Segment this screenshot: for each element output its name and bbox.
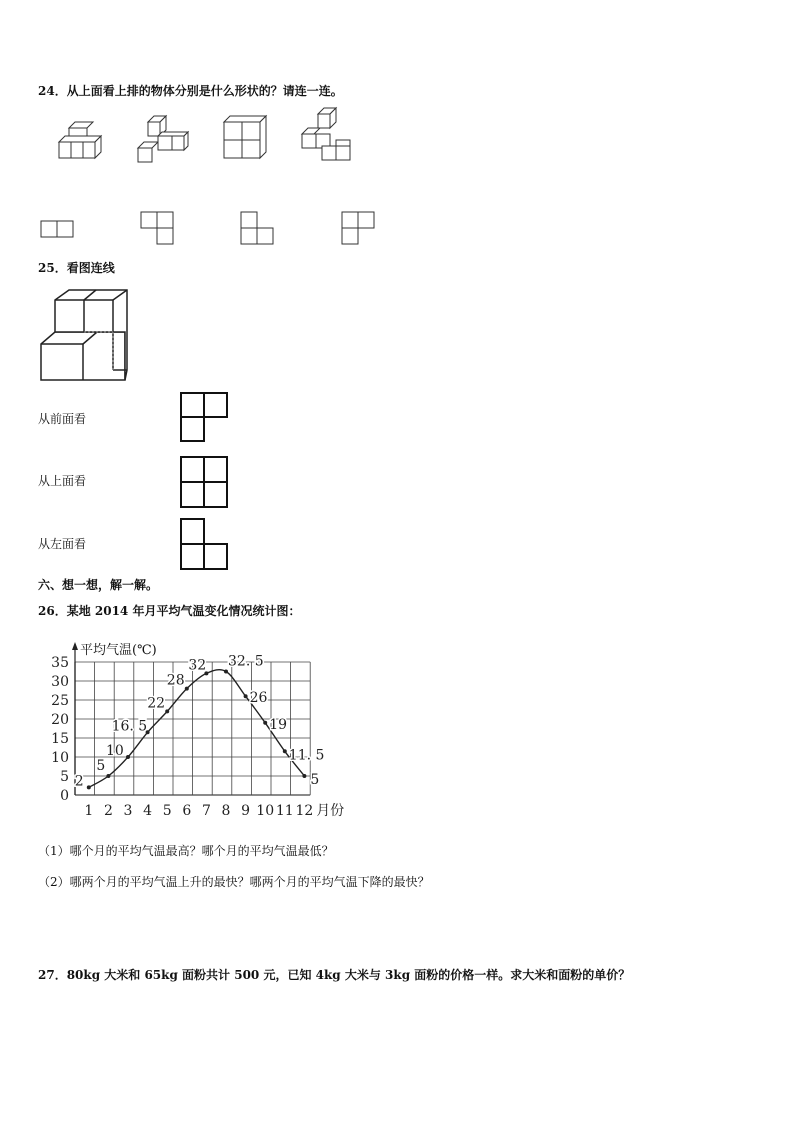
x-tick-label: 1 [84, 803, 94, 819]
q24-title: 24．从上面看上排的物体分别是什么形状的？请连一连。 [38, 84, 343, 98]
x-tick-label: 11 [275, 803, 294, 819]
data-point [224, 670, 228, 674]
data-label: 2 [74, 773, 84, 790]
data-label: 28 [166, 672, 185, 689]
x-tick-label: 12 [295, 803, 314, 819]
y-tick-label: 20 [51, 712, 69, 728]
y-tick-label: 30 [51, 674, 69, 690]
data-point [185, 687, 189, 691]
temperature-chart [30, 635, 370, 825]
q25-object [38, 288, 138, 383]
data-label: 22 [147, 695, 166, 712]
q25-view-front: 从前面看 [38, 412, 87, 426]
y-tick-label: 10 [51, 750, 69, 766]
data-label: 32 [188, 657, 207, 674]
q24-object-3 [220, 114, 280, 164]
q25-shape-3 [180, 518, 230, 570]
y-tick-label: 5 [60, 769, 69, 785]
x-tick-label: 3 [123, 803, 133, 819]
section-6-title: 六、想一想，解一解。 [38, 578, 159, 592]
q27-title: 27．80kg 大米和 65kg 面粉共计 500 元，已知 4kg 大米与 3kg 面粉的价格一样。求大米和面粉的单价？ [38, 968, 631, 982]
data-label: 11. 5 [288, 747, 325, 764]
data-label: 32. 5 [228, 653, 264, 670]
data-point [283, 749, 287, 753]
q25-title: 25．看图连线 [38, 261, 115, 275]
x-axis-label: 月份 [316, 803, 345, 819]
q24-view-a [40, 220, 80, 240]
data-label: 5 [310, 772, 320, 788]
x-tick-label: 4 [143, 803, 153, 819]
x-tick-label: 10 [256, 803, 275, 819]
x-tick-label: 6 [182, 803, 192, 819]
y-tick-label: 15 [51, 731, 69, 747]
y-tick-label: 0 [60, 788, 69, 804]
data-point [106, 774, 110, 778]
y-tick-label: 25 [51, 693, 69, 709]
q25-shape-2 [180, 456, 230, 508]
data-point [165, 709, 169, 713]
chart-ylabel: 平均气温(℃) [78, 639, 159, 658]
y-tick-label: 35 [51, 655, 69, 671]
q24-view-c [240, 211, 280, 251]
q26-sub2: （2）哪两个月的平均气温上升的最快？哪两个月的平均气温下降的最快？ [38, 875, 430, 889]
q26-sub1: （1）哪个月的平均气温最高？哪个月的平均气温最低？ [38, 844, 334, 858]
q25-view-left: 从左面看 [38, 537, 87, 551]
data-point [263, 721, 267, 725]
x-tick-label: 7 [201, 803, 211, 819]
data-point [87, 785, 91, 789]
data-label: 16. 5 [111, 718, 148, 735]
q24-view-b [140, 211, 180, 251]
data-label: 5 [96, 758, 106, 774]
chart-canvas [30, 635, 370, 825]
data-label: 19 [269, 716, 288, 733]
q25-shape-1 [180, 392, 230, 442]
x-tick-label: 2 [103, 803, 113, 819]
q24-object-1 [55, 122, 115, 162]
q26-title: 26．某地 2014 年月平均气温变化情况统计图： [38, 604, 301, 618]
data-label: 26 [249, 690, 268, 707]
data-label: 10 [106, 743, 124, 759]
q24-object-4 [300, 108, 360, 163]
x-tick-label: 5 [162, 803, 172, 819]
data-point [302, 774, 306, 778]
data-point [244, 694, 248, 698]
x-tick-label: 8 [221, 803, 231, 819]
x-tick-label: 9 [241, 803, 251, 819]
q24-view-d [341, 211, 381, 251]
data-point [126, 755, 130, 759]
q25-view-top: 从上面看 [38, 474, 87, 488]
q24-object-2 [136, 114, 196, 164]
